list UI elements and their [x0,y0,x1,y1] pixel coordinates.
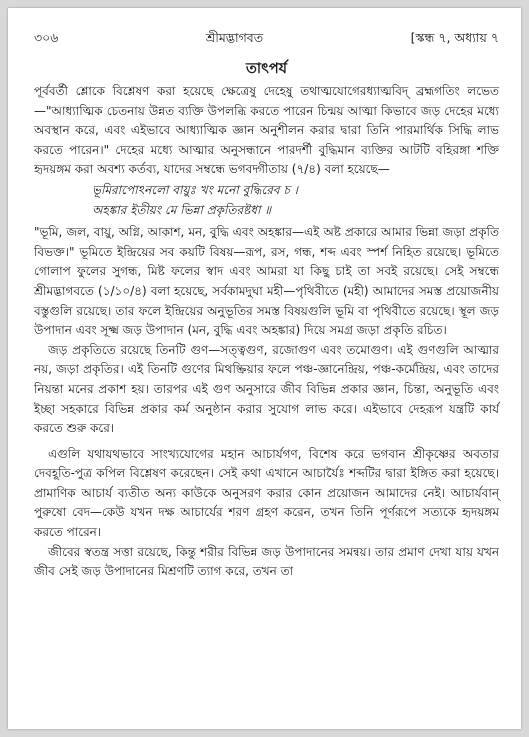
purport-paragraph-4: এগুলি যথাযথভাবে সাংখ্যযোগের মহান আচার্যগণ, বিশেষ করে ভগবান শ্রীকৃষ্ণের অবতার দেবহূতি-পুত্র কপিল বিশ্লেষণ করেছেন। সেই কথা এখানে আচার্যৈঃ শব্দটির দ্বারা ইঙ্গিত করা হয়েছে। প্রামাণিক আচার্য ব্যতীত অন্য কাউকে অনুসরণ করার কোন প্রয়োজন আমাদের নেই। আচার্যবান্ পুরুষো বেদ—কেউ যখন দক্ষ আচার্যের শরণ গ্রহণ করেন, তখন তিনি পূর্ণরূপে সত্যকে হৃদয়ঙ্গম করতে পারেন। [34,446,499,540]
verse-line-1: ভূমিরাপোঽনলো বায়ুঃ খং মনো বুদ্ধিরেব চ । [92,182,298,197]
purport-paragraph-3: জড় প্রকৃতিতে রয়েছে তিনটি গুণ—সত্ত্বগুণ, রজোগুণ এবং তমোগুণ। এই গুণগুলি আত্মার নয়, জড়া প্রকৃতির। এই তিনটি গুণের মিথষ্ক্রিয়ার ফলে পঞ্চ-জ্ঞানেন্দ্রিয়, পঞ্চ-কর্মেন্দ্রিয়, এবং তাদের নিয়ন্তা মনের প্রকাশ হয়। তারপর এই গুণ অনুসারে জীব বিভিন্ন প্রকার জ্ঞান, চিন্তা, অনুভূতি এবং ইচ্ছা সহকারে বিভিন্ন প্রকার কর্ম অনুষ্ঠান করার সুযোগ লাভ করে। এইভাবে দেহরূপ যন্ত্রটি কার্য করতে শুরু করে। [34,342,499,436]
purport-paragraph-1: পূর্ববর্তী শ্লোকে বিশ্লেষণ করা হয়েছে ক্ষেত্রেষু দেহেষু তথাত্মযোগেরধ্যাত্মবিদ্ ব্রহ্মগতিং লভেত—"আধ্যাত্মিক চেতনায় উন্নত ব্যক্তি উপলব্ধি করতে পারেন চিন্ময় আত্মা কিভাবে জড় দেহের মধ্যে অবস্থান করে, এবং এইভাবে আধ্যাত্মিক জ্ঞান অনুশীলন করার দ্বারা তিনি পারমার্থিক সিদ্ধি লাভ করতে পারেন।" দেহের মধ্যে আত্মার অনুসন্ধানে পারদর্শী বুদ্ধিমান ব্যক্তির আটটি বহিরঙ্গা শক্তি হৃদয়ঙ্গম করা অবশ্য কর্তব্য, যাদের সম্বন্ধে ভগবদ্গীতায় (৭/৪) বলা হয়েছে— [34,84,499,177]
purport-paragraph-5: জীবের স্বতন্ত্র সত্তা রয়েছে, কিন্তু শরীর বিভিন্ন জড় উপাদানের সমন্বয়। তার প্রমাণ দেখা যায় যখন জীব সেই জড় উপাদানের মিশ্রণটি ত্যাগ করে, তখন তা [34,544,499,579]
verse-line-2: অহঙ্কার ইতীয়ং মে ভিন্না প্রকৃতিরষ্টধা ॥ [92,202,272,217]
verse-quote [34,181,499,220]
book-page [8,8,521,729]
book-title: শ্রীমদ্ভাগবত [205,30,264,45]
purport-paragraph-2: "ভূমি, জল, বায়ু, অগ্নি, আকাশ, মন, বুদ্ধি এবং অহঙ্কার—এই অষ্ট প্রকারে আমার ভিন্না জড়া প্রকৃতি বিভক্ত।" ভূমিতে ইন্দ্রিয়ের সব কয়টি বিষয়—রূপ, রস, গন্ধ, শব্দ এবং স্পর্শ নিহিত রয়েছে। ভূমিতে গোলাপ ফুলের সুগন্ধ, মিষ্ট ফলের স্বাদ এবং আমরা যা কিছু চাই তা সবই রয়েছে। সেই সম্বন্ধে শ্রীমদ্ভাগবতে (১/১০/৪) বলা হয়েছে, সর্বকামদুঘা মহী—পৃথিবীতে (মহী) আমাদের সমস্ত প্রয়োজনীয় বস্তুগুলি রয়েছে। তার ফলে ইন্দ্রিয়ের অনুভূতির সমস্ত বিষয়গুলি ভূমি বা পৃথিবীতে রয়েছে। স্থূল জড় উপাদান এবং সূক্ষ্ম জড় উপাদান (মন, বুদ্ধি এবং অহঙ্কার) দিয়ে সমগ্র জড়া প্রকৃতি রচিত। [34,225,499,338]
running-head [34,30,499,46]
page-number: ৩০৬ [34,30,59,45]
chapter-reference: [স্কন্ধ ৭, অধ্যায় ৭ [410,30,499,45]
section-title: তাৎপর্য [245,61,288,77]
